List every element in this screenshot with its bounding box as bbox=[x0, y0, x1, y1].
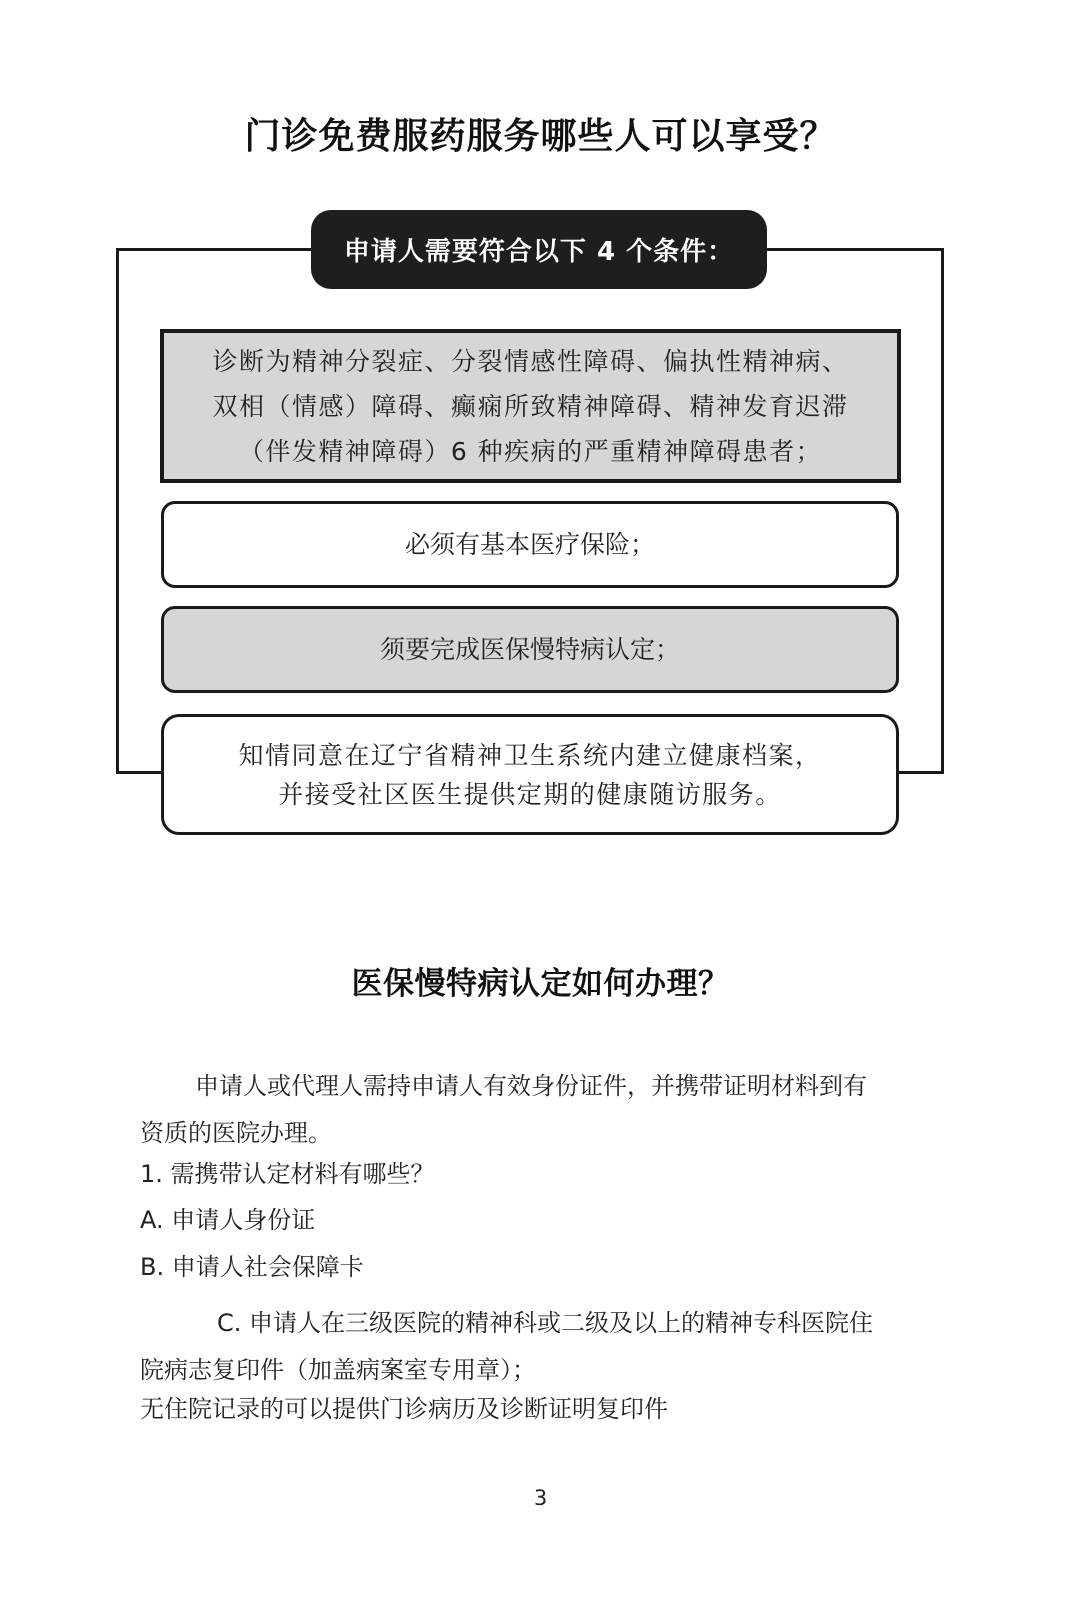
question-heading: 1. 需携带认定材料有哪些？ bbox=[140, 1160, 435, 1188]
section-title: 医保慢特病认定如何办理？ bbox=[351, 966, 730, 1002]
condition-box-diagnosis bbox=[160, 329, 901, 483]
condition-box-certification bbox=[161, 606, 899, 693]
condition-text bbox=[238, 736, 821, 814]
condition-line: 双相（情感）障碍、癫痫所致精神障碍、精神发育迟滞 bbox=[212, 391, 849, 421]
condition-line: 知情同意在辽宁省精神卫生系统内建立健康档案， bbox=[238, 740, 822, 770]
conditions-header: 申请人需要符合以下 4 个条件： bbox=[311, 210, 767, 289]
list-item: B. 申请人社会保障卡 bbox=[140, 1253, 364, 1281]
condition-line: 并接受社区医生提供定期的健康随访服务。 bbox=[278, 779, 782, 809]
condition-box-consent bbox=[161, 714, 899, 835]
condition-text bbox=[212, 339, 848, 474]
list-item-continuation: 无住院记录的可以提供门诊病历及诊断证明复印件 bbox=[140, 1395, 668, 1423]
condition-line: 诊断为精神分裂症、分裂情感性障碍、偏执性精神病、 bbox=[212, 346, 849, 376]
intro-paragraph-line: 申请人或代理人需持申请人有效身份证件，并携带证明材料到有 bbox=[195, 1072, 867, 1100]
page-number: 3 bbox=[533, 1486, 548, 1510]
list-item-continuation: 院病志复印件（加盖病案室专用章）； bbox=[140, 1356, 536, 1384]
condition-box-insurance bbox=[161, 501, 899, 588]
condition-line: 须要完成医保慢特病认定； bbox=[379, 635, 680, 664]
list-item: A. 申请人身份证 bbox=[140, 1206, 316, 1234]
intro-paragraph-line: 资质的医院办理。 bbox=[140, 1119, 332, 1147]
page-title: 门诊免费服药服务哪些人可以享受？ bbox=[244, 116, 837, 157]
condition-line: 必须有基本医疗保险； bbox=[404, 530, 655, 559]
condition-line: （伴发精神障碍）6 种疾病的严重精神障碍患者； bbox=[238, 436, 823, 466]
list-item: C. 申请人在三级医院的精神科或二级及以上的精神专科医院住 bbox=[217, 1309, 874, 1337]
